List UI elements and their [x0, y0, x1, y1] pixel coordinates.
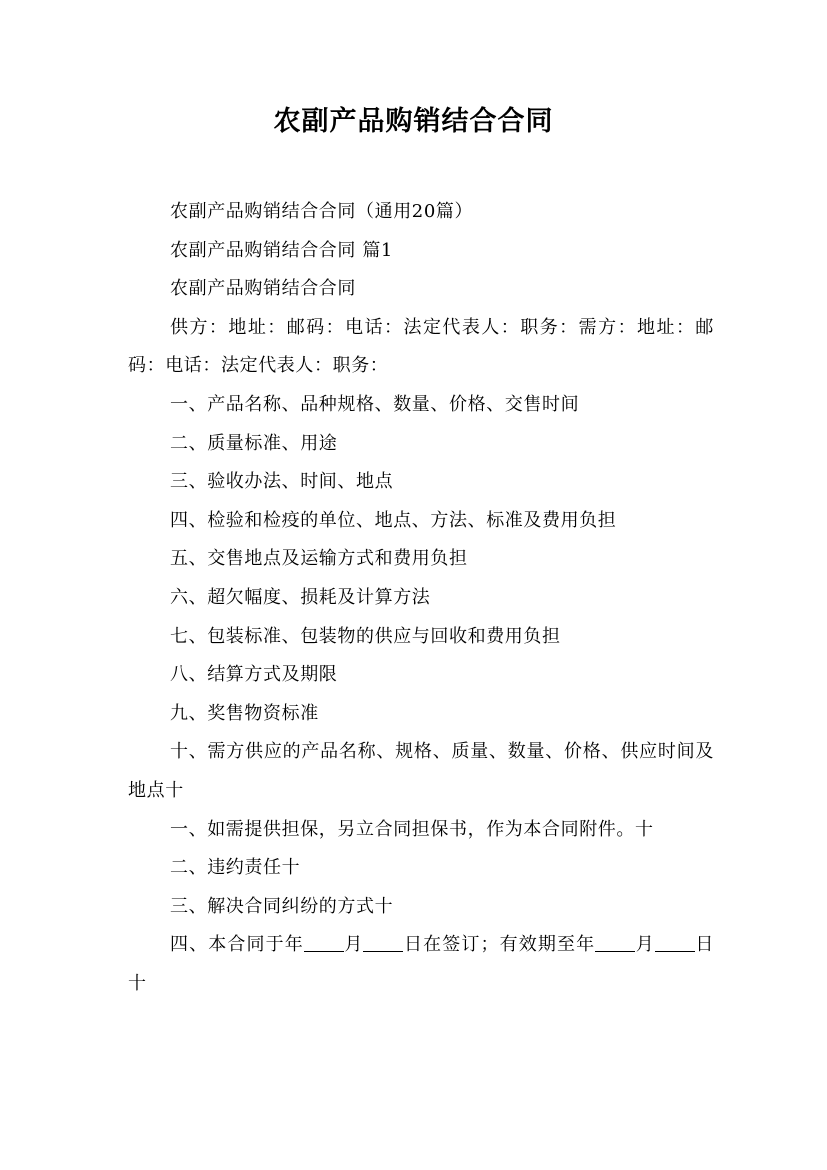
blank-line	[595, 935, 635, 952]
date-text: 四、本合同于年	[170, 934, 304, 956]
paragraph: 七、包装标准、包装物的供应与回收和费用负担	[170, 625, 561, 647]
paragraph: 九、奖售物资标准	[170, 702, 319, 724]
date-text: 日在签订；有效期至年	[403, 934, 596, 956]
paragraph: 农副产品购销结合合同（通用20篇）	[170, 201, 474, 222]
paragraph: 三、验收办法、时间、地点	[170, 471, 394, 493]
paragraph: 八、结算方式及期限	[170, 664, 338, 686]
blank-line	[304, 935, 344, 952]
paragraph: 农副产品购销结合合同	[170, 278, 356, 300]
paragraph: 四、检验和检疫的单位、地点、方法、标准及费用负担	[170, 509, 617, 531]
blank-line	[655, 935, 695, 952]
paragraph: 供方：地址：邮码：电话：法定代表人：职务：需方：地址：邮码：电话：法定代表人：职务：	[128, 316, 714, 377]
blank-line	[363, 935, 403, 952]
document-body	[128, 193, 714, 1003]
paragraph: 一、产品名称、品种规格、数量、价格、交售时间	[170, 393, 580, 415]
paragraph: 二、质量标准、用途	[170, 432, 338, 454]
paragraph: 二、违约责任十	[170, 857, 301, 879]
document-title: 农副产品购销结合合同	[273, 106, 554, 137]
date-text: 日十	[128, 934, 714, 994]
paragraph: 五、交售地点及运输方式和费用负担	[170, 548, 468, 570]
paragraph: 六、超欠幅度、损耗及计算方法	[170, 586, 431, 608]
paragraph: 农副产品购销结合合同 篇1	[170, 239, 393, 261]
date-text: 月	[343, 934, 364, 956]
paragraph: 十、需方供应的产品名称、规格、质量、数量、价格、供应时间及地点十	[128, 741, 714, 801]
date-text: 月	[635, 934, 655, 956]
paragraph: 一、如需提供担保，另立合同担保书，作为本合同附件。十	[170, 818, 654, 840]
paragraph: 三、解决合同纠纷的方式十	[170, 895, 394, 917]
paragraph-signing-date	[128, 926, 714, 1003]
